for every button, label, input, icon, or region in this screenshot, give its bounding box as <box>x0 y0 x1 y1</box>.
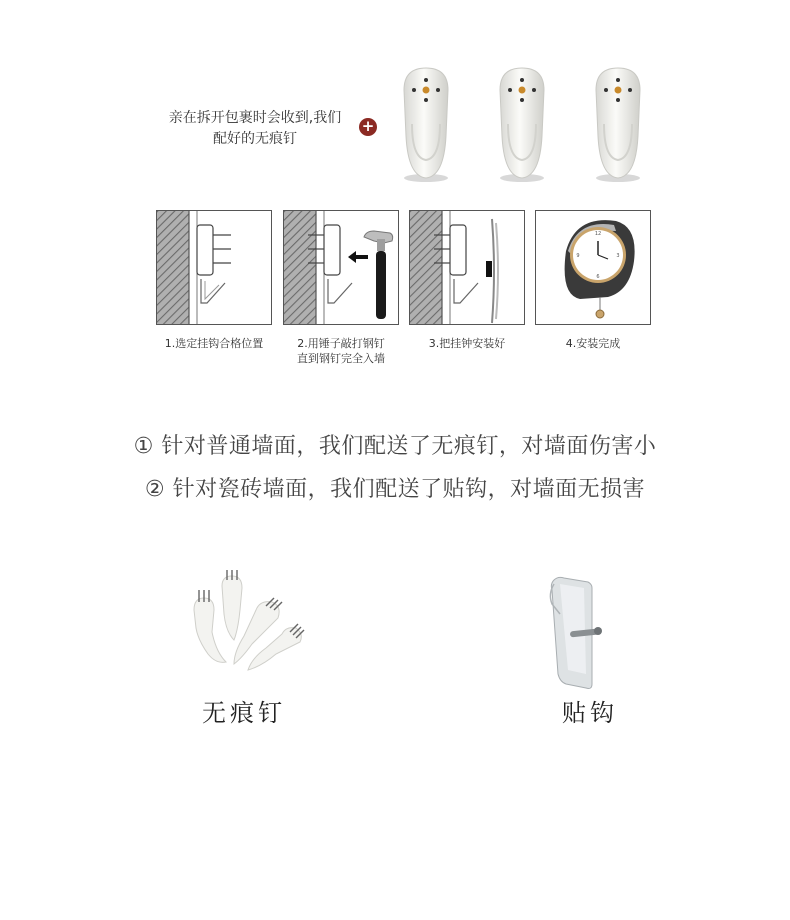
traceless-nail-hooks-icon <box>186 570 312 674</box>
wall-hook-icon <box>588 66 648 184</box>
step-4-illustration <box>535 210 651 325</box>
step-caption-line: 2.用锤子敲打钢钉 <box>297 337 385 350</box>
step-2-illustration <box>283 210 399 325</box>
hammer-icon <box>284 211 399 325</box>
svg-text:6: 6 <box>596 274 600 280</box>
traceless-nail-label: 无痕钉 <box>202 699 286 727</box>
feature-line-2: ② 针对瓷砖墙面，我们配送了贴钩，对墙面无损害 <box>144 477 646 502</box>
adhesive-hook-label: 贴钩 <box>562 699 618 727</box>
adhesive-hook-icon <box>544 574 606 694</box>
wall-hook-icon <box>396 66 456 184</box>
step-4-caption <box>523 336 663 351</box>
wall-clock-icon <box>536 211 651 325</box>
intro-text <box>140 108 370 150</box>
svg-text:3: 3 <box>616 253 620 259</box>
step-1-caption <box>144 336 284 351</box>
feature-line-1: ① 针对普通墙面，我们配送了无痕钉，对墙面伤害小 <box>133 434 657 459</box>
step-3-illustration <box>409 210 525 325</box>
wall-hook-position-icon <box>157 211 272 325</box>
step-caption-line: 3.把挂钟安装好 <box>428 337 506 350</box>
intro-line-2: 配好的无痕钉 <box>213 131 297 147</box>
step-caption-line: 4.安装完成 <box>565 337 621 350</box>
intro-line-1: 亲在拆开包裹时会收到,我们 <box>168 110 342 126</box>
step-3-caption <box>397 336 537 351</box>
step-caption-line: 直到钢钉完全入墙 <box>297 352 385 365</box>
svg-text:9: 9 <box>576 253 580 259</box>
step-1-illustration <box>156 210 272 325</box>
wall-hook-icon <box>492 66 552 184</box>
clock-mount-icon <box>410 211 525 325</box>
step-2-caption <box>271 336 411 366</box>
step-caption-line: 1.选定挂钩合格位置 <box>164 337 264 350</box>
plus-icon: + <box>359 118 377 136</box>
svg-text:12: 12 <box>594 231 602 237</box>
